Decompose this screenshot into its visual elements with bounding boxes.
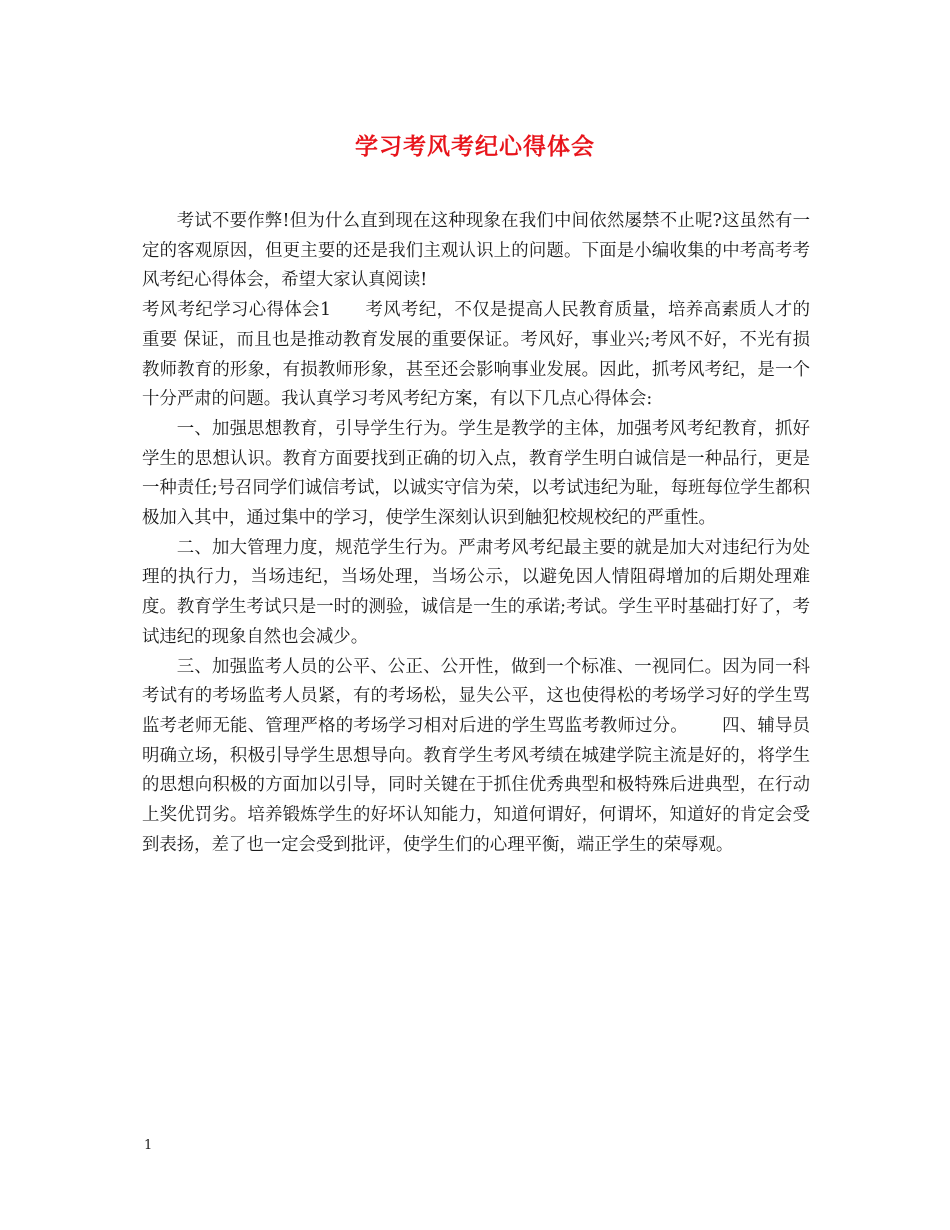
section1-text: 考风考纪，不仅是提高人民教育质量，培养高素质人才的重要 保证，而且也是推动教育发展的重要保证。考风好，事业兴;考风不好，不光有损教师教育的形象，有损教师形象，甚至还会影响事业发展。因此，抓考风考纪，是一个十分严肃的问题。我认真学习考风考纪方案，有以下几点心得体会: <box>142 300 810 410</box>
page-number: 1 <box>144 1138 153 1153</box>
section1-paragraph <box>142 296 810 415</box>
point3-text: 三、加强监考人员的公平、公正、公开性，做到一个标准、一视同仁。因为同一科考试有的考场监考人员紧，有的考场松，显失公平，这也使得松的考场学习好的学生骂监考老师无能、管理严格的考场学习相对后进的学生骂监考教师过分。 <box>142 656 810 736</box>
point1-paragraph: 一、加强思想教育，引导学生行为。学生是教学的主体，加强考风考纪教育，抓好学生的思想认识。教育方面要找到正确的切入点，教育学生明白诚信是一种品行，更是一种责任;号召同学们诚信考试，以诚实守信为荣，以考试违纪为耻，每班每位学生都积极加入其中，通过集中的学习，使学生深刻认识到触犯校规校纪的严重性。 <box>142 418 810 529</box>
intro-paragraph: 考试不要作弊!但为什么直到现在这种现象在我们中间依然屡禁不止呢?这虽然有一定的客观原因，但更主要的还是我们主观认识上的问题。下面是小编收集的中考高考考风考纪心得体会，希望大家认真阅读! <box>142 211 810 291</box>
section1-heading: 考风考纪学习心得体会1 <box>142 300 332 321</box>
document-body <box>142 207 810 860</box>
point2-paragraph: 二、加大管理力度，规范学生行为。严肃考风考纪最主要的就是加大对违纪行为处理的执行力，当场违纪，当场处理，当场公示，以避免因人情阻碍增加的后期处理难度。教育学生考试只是一时的测验，诚信是一生的承诺;考试。学生平时基础打好了，考试违纪的现象自然也会减少。 <box>142 537 810 647</box>
point4-text: 四、辅导员明确立场，积极引导学生思想导向。教育学生考风考绩在城建学院主流是好的，将学生的思想向积极的方面加以引导，同时关键在于抓住优秀典型和极特殊后进典型，在行动上奖优罚劣。培养锻炼学生的好坏认知能力，知道何谓好，何谓坏，知道好的肯定会受到表扬，差了也一定会受到批评，使学生们的心理平衡，端正学生的荣辱观。 <box>142 715 810 855</box>
document-title: 学习考风考纪心得体会 <box>355 133 595 160</box>
point3-paragraph <box>142 653 810 861</box>
